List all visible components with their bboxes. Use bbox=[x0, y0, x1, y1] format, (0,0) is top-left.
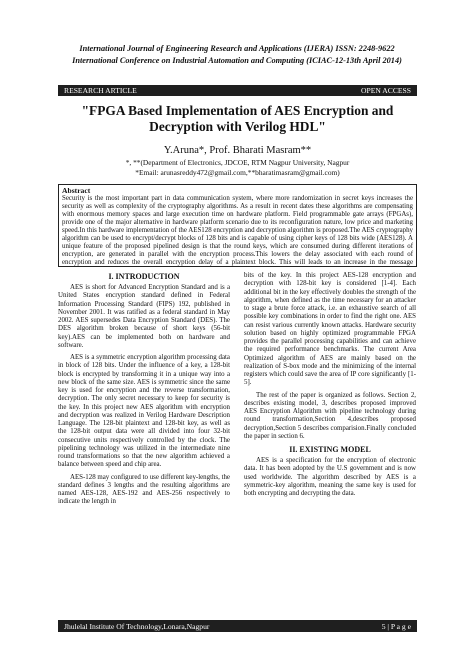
access-label: OPEN ACCESS bbox=[360, 86, 411, 95]
abstract-box bbox=[58, 184, 417, 267]
author-names: Y.Aruna*, Prof. Bharati Masram** bbox=[163, 145, 312, 156]
paragraph: bits of the key. In this project AES-128 encryption and decryption with 128-bit key is considered [1-4]. Each additional bit in the key effectively doubles the strength of the algorithm, when defined as the time necessary for an attacker to stage a brute force attack, i.e. an exhaustive search of all possible key combinations in order to find the right one. AES can resist various currently known attacks. Hardware security solution based on highly optimized programmable FPGA provides the parallel processing capabilities and can achieve the required performance benchmarks. The current Area Optimized algorithm of AES are mainly based on the realization of S-box mode and the minimizing of the internal registers which could save the area of IP core significantly [1-5]. bbox=[244, 272, 416, 387]
paragraph: AES-128 may configured to use different key-lengths, the standard defines 3 lengths and the resulting algorithms are named AES-128, AES-192 and AES-256 respectively to indicate the length in bbox=[58, 473, 230, 506]
affiliation-line: *, **(Department of Electronics, JDCOE, RTM Nagpur University, Nagpur bbox=[125, 158, 350, 167]
paragraph: AES is a specification for the encryption of electronic data. It has been adopted by the U.S government and is now used worldwide. The algorithm described by AES is a symmetric-key algorithm, meaning the same key is used for both encrypting and decrypting the data. bbox=[244, 457, 416, 497]
section-heading-existing-model: II. EXISTING MODEL bbox=[289, 445, 371, 454]
author-affiliation bbox=[58, 158, 417, 177]
journal-title-line: International Journal of Engineering Research and Applications (IJERA) ISSN: 2248-9622 bbox=[79, 44, 395, 53]
abstract-text: Security is the most important part in data communication system, where more randomization in secret keys increases the security as well as complexity of the cryptography algorithms. As a result in recent dates these algorithms are compensating with enormous memory spaces and large execution time on hardware platform. Field programmable gate arrays (FPGAs), provide one of the major alternative in hardware platform scenario due to its reconfiguration nature, low price and marketing speed.In this hardware implementation of the AES128 encryption and decryption algorithm is proposed.The AES cryptography algorithm can be used to encrypt/decrypt blocks of 128 bits and is capable of using cipher keys of 128 bits wide (AES128). A unique feature of the proposed pipelined design is that the round keys, which are consumed during different iterations of encryption, are generated in parallel with the encryption process.This lowers the delay associated with each round of encryption and reduces the overall encryption delay of a plaintext block. This will leads to an increase in the message bbox=[62, 195, 413, 267]
page-number: 5 | P a g e bbox=[381, 621, 411, 631]
right-column bbox=[244, 272, 416, 617]
paragraph: AES is short for Advanced Encryption Standard and is a United States encryption standard defined in Federal Information Processing Standard (FIPS) 192, published in November 2001. It was ratified as a federal standard in May 2002. AES supersedes Data Encryption Standard (DES). The DES algorithm broken because of short keys (56-bit key).AES can be implemented both on hardware and software. bbox=[58, 284, 230, 349]
section-heading-introduction: I. INTRODUCTION bbox=[108, 272, 180, 281]
left-column bbox=[58, 272, 230, 617]
page-footer bbox=[58, 620, 417, 632]
article-type-bar bbox=[58, 85, 417, 96]
institution-name: Jhulelal Institute Of Technology,Lonara,Nagpur bbox=[64, 621, 210, 631]
author-emails: *Email: arunasreddy472@gmail.com,**bharatimasram@gmail.com) bbox=[135, 167, 340, 177]
abstract-heading: Abstract bbox=[62, 186, 91, 195]
journal-header bbox=[0, 43, 474, 67]
conference-title-line: International Conference on Industrial Automation and Computing (ICIAC-12-13th April 2014) bbox=[72, 56, 402, 65]
paper-title: "FPGA Based Implementation of AES Encryption and Decryption with Verilog HDL" bbox=[81, 103, 394, 134]
article-type-label: RESEARCH ARTICLE bbox=[64, 86, 137, 95]
paragraph: AES is a symmetric encryption algorithm processing data in block of 128 bits. Under the influence of a key, a 128-bit block is encrypted by transforming it in a unique way into a new block of the same size. AES is symmetric since the same key is used for encryption and the reverse transformation, decryption. The only secret necessary to keep for security is the key. In this project new AES algorithm with encryption and decryption was realized in Verilog Hardware Description Language. The 128-bit plaintext and 128-bit key, as well as the 128-bit output data were all divided into four 32-bit consecutive units respectively controlled by the clock. The pipelining technology was utilized in the intermediate nine round transformations so that the new algorithm achieved a balance between speed and chip area. bbox=[58, 354, 230, 469]
paragraph: The rest of the paper is organized as follows. Section 2, describes existing model, 3, describes proposed improved AES Encryption Algorithm with pipeline technology during round transformation,Section 4,describes proposed decryption,Section 5 describes comparision.Finally concluded the paper in section 6. bbox=[244, 391, 416, 440]
